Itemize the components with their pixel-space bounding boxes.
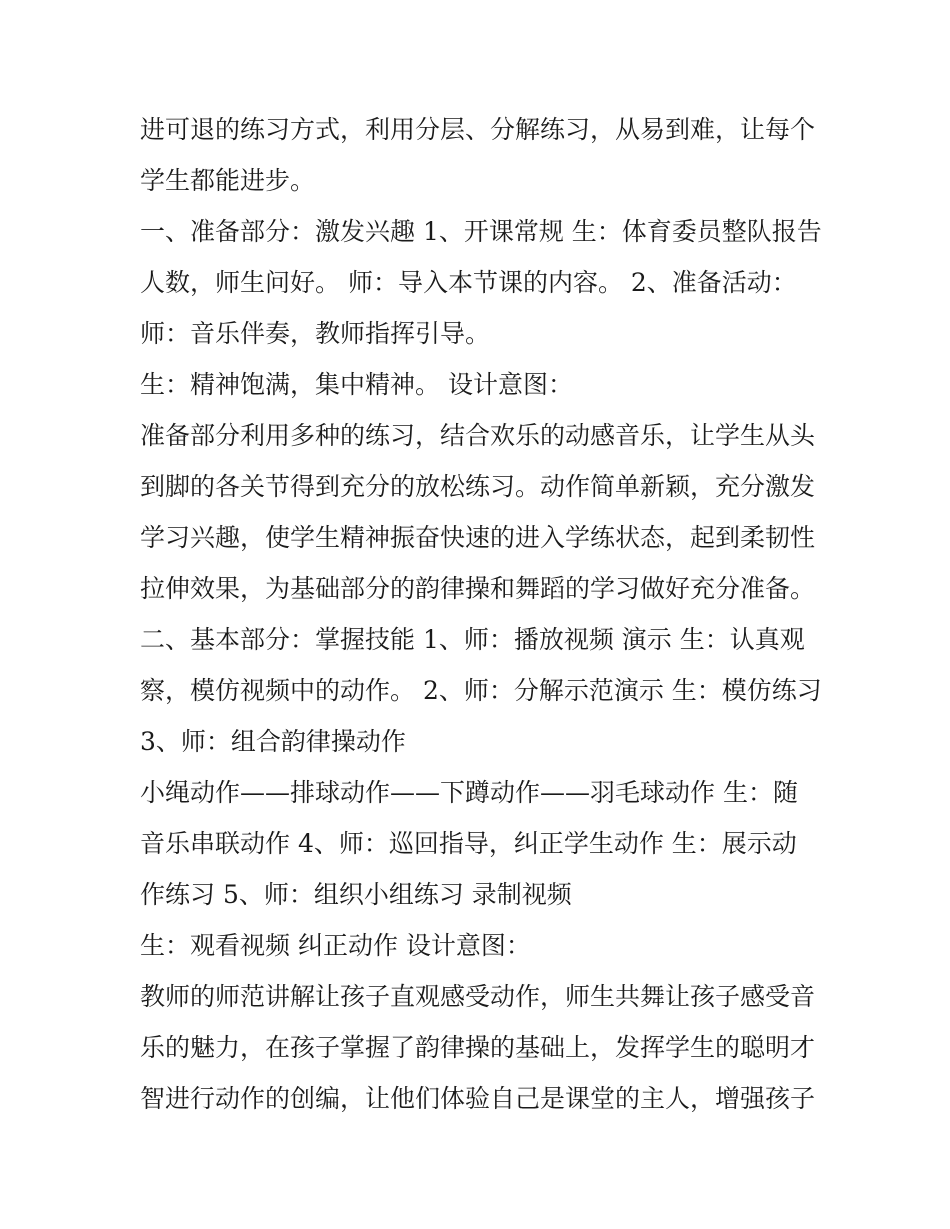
section-heading-preparation: 一、准备部分：激发兴趣 1、开课常规 生：体育委员整队报告 bbox=[140, 217, 822, 246]
text-line: 察，模仿视频中的动作。 2、师：分解示范演示 生：模仿练习 bbox=[140, 676, 822, 705]
text-line: 教师的师范讲解让孩子直观感受动作，师生共舞让孩子感受音 bbox=[140, 982, 816, 1011]
text-line: 作练习 5、师：组织小组练习 录制视频 bbox=[140, 880, 572, 909]
text-line: 生：观看视频 纠正动作 设计意图： bbox=[140, 931, 531, 960]
section-heading-basic: 二、基本部分：掌握技能 1、师：播放视频 演示 生：认真观 bbox=[140, 625, 805, 654]
text-line: 学习兴趣，使学生精神振奋快速的进入学练状态，起到柔韧性 bbox=[140, 523, 816, 552]
text-line: 3、师：组合韵律操动作 bbox=[140, 727, 406, 756]
text-line: 音乐串联动作 4、师：巡回指导，纠正学生动作 生：展示动 bbox=[140, 829, 797, 858]
text-line: 智进行动作的创编，让他们体验自己是课堂的主人，增强孩子 bbox=[140, 1084, 816, 1113]
text-line: 进可退的练习方式，利用分层、分解练习，从易到难，让每个 bbox=[140, 115, 816, 144]
text-line: 拉伸效果，为基础部分的韵律操和舞蹈的学习做好充分准备。 bbox=[140, 574, 816, 603]
text-line: 准备部分利用多种的练习，结合欢乐的动感音乐，让学生从头 bbox=[140, 421, 816, 450]
text-line: 乐的魅力，在孩子掌握了韵律操的基础上，发挥学生的聪明才 bbox=[140, 1033, 816, 1062]
text-line: 到脚的各关节得到充分的放松练习。动作简单新颖，充分激发 bbox=[140, 472, 816, 501]
document-body bbox=[140, 104, 820, 1124]
text-line: 人数，师生问好。 师：导入本节课的内容。 2、准备活动： bbox=[140, 268, 797, 297]
text-line: 学生都能进步。 bbox=[140, 166, 316, 195]
text-line: 小绳动作——排球动作——下蹲动作——羽毛球动作 生：随 bbox=[140, 778, 798, 807]
text-line: 师：音乐伴奏，教师指挥引导。 bbox=[140, 319, 491, 348]
text-line: 生：精神饱满，集中精神。 设计意图： bbox=[140, 370, 573, 399]
